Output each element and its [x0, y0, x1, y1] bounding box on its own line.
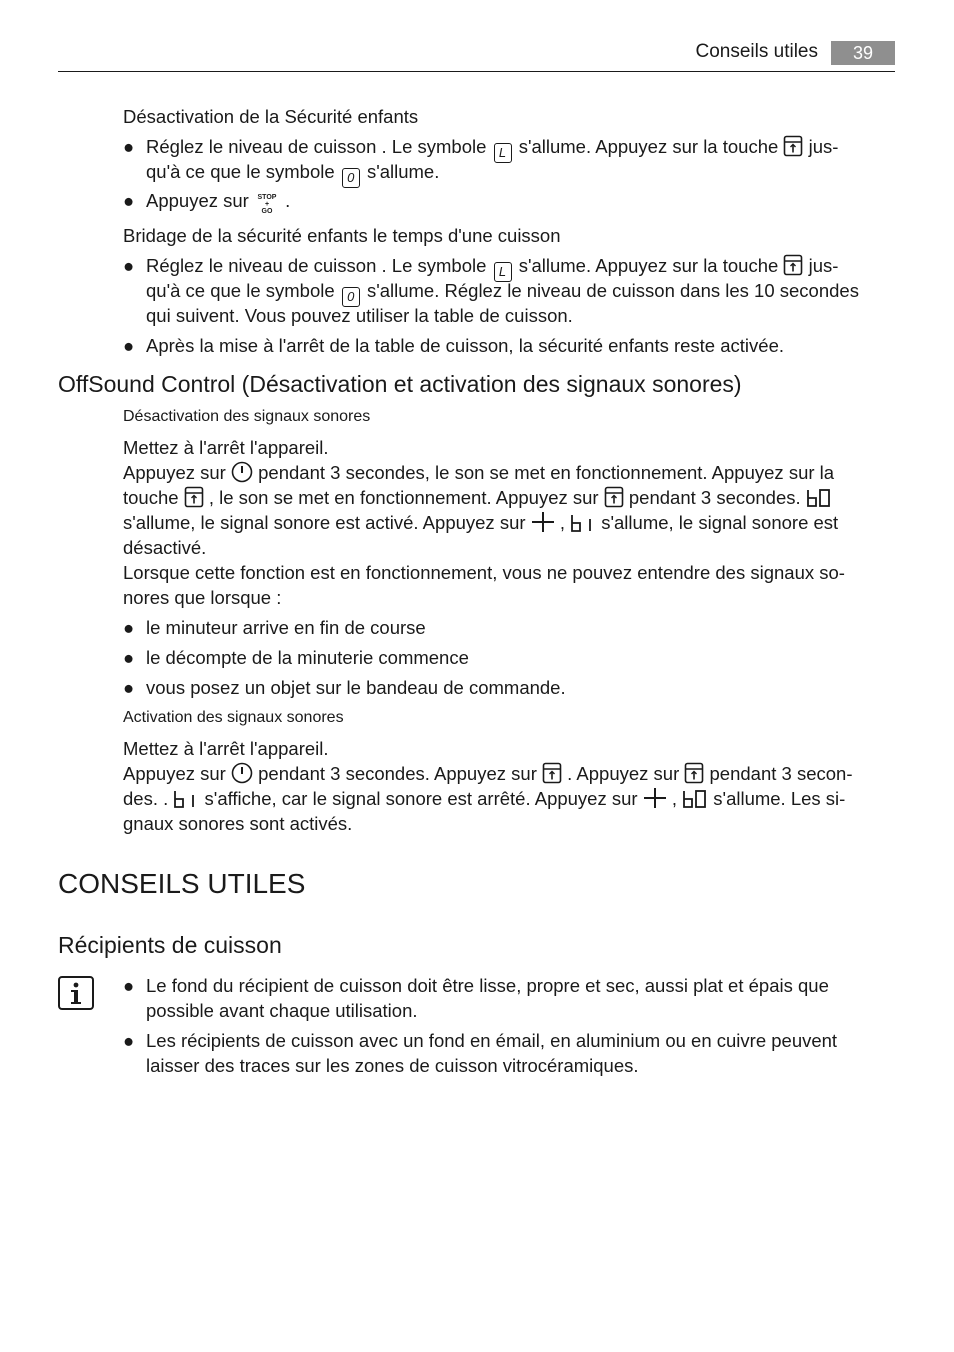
- bullet-dot: ●: [123, 255, 135, 276]
- s1-b1d: jus-: [808, 136, 839, 157]
- s1-b2b: .: [285, 190, 291, 211]
- offsound-d3: [123, 485, 832, 510]
- offsound-d4: [123, 510, 838, 535]
- s1-b1e: qu'à ce que le symbole: [146, 161, 335, 182]
- stop-go-icon: [254, 194, 280, 215]
- offsound-d1: Mettez à l'arrêt l'appareil.: [123, 437, 329, 458]
- s1-b1c: s'allume. Appuyez sur la touche: [518, 136, 779, 157]
- offsound-sub1: Désactivation des signaux sonores: [123, 408, 371, 425]
- symbol-l-icon: L: [494, 143, 512, 163]
- offsound-title: OffSound Control (Désactivation et activation des signaux sonores): [58, 371, 742, 397]
- lock-key-icon: [604, 486, 624, 508]
- a3a: des. .: [123, 788, 169, 809]
- s2-b1h: qui suivent.: [146, 305, 240, 326]
- s1-b1a: Réglez le niveau de cuisson: [146, 136, 377, 157]
- d4c: s'allume, le signal sonore est: [601, 512, 839, 533]
- conseils-title: CONSEILS UTILES: [58, 868, 306, 899]
- symbol-l-icon: L: [494, 262, 512, 282]
- segment-display-icon: [173, 789, 199, 809]
- offsound-d5: désactivé.: [123, 537, 207, 558]
- info-icon: [58, 976, 94, 1010]
- plus-label: +: [264, 201, 270, 208]
- symbol-0-icon: 0: [342, 287, 360, 307]
- go-label: GO: [261, 208, 273, 215]
- a3d: s'allume. Les si-: [713, 788, 846, 809]
- d2b: pendant 3 secondes, le son se met en fonctionnement. Appuyez sur la: [258, 462, 835, 483]
- conseils-subtitle: Récipients de cuisson: [58, 932, 282, 958]
- segment-display-icon: [806, 488, 832, 508]
- a2b: pendant 3 secondes. Appuyez sur: [258, 763, 537, 784]
- symbol-0-icon: 0: [342, 168, 360, 188]
- s1-b1f: s'allume.: [366, 161, 440, 182]
- s2-b2: Après la mise à l'arrêt de la table de cuisson, la sécurité enfants reste activée.: [146, 335, 784, 356]
- offsound-d7: nores que lorsque :: [123, 587, 282, 608]
- s1-b1b: . Le symbole: [381, 136, 487, 157]
- s1-title: Désactivation de la Sécurité enfants: [123, 106, 419, 127]
- bullet-dot: ●: [123, 136, 135, 157]
- segment-display-icon: [570, 513, 596, 533]
- lock-key-icon: [783, 254, 803, 276]
- d4a: s'allume, le signal sonore est activé. Appuyez sur: [123, 512, 526, 533]
- d3a: touche: [123, 487, 179, 508]
- d4b: ,: [559, 512, 565, 533]
- power-icon: [231, 461, 253, 483]
- offsound-a3: [123, 786, 845, 811]
- s2-title: Bridage de la sécurité enfants le temps d'une cuisson: [123, 225, 561, 246]
- offsound-a4: gnaux sonores sont activés.: [123, 813, 353, 834]
- s2-b1e: qu'à ce que le symbole: [146, 280, 335, 301]
- bullet-dot: ●: [123, 975, 135, 996]
- stop-label: STOP: [257, 194, 277, 201]
- s2-b1g: Réglez le niveau de cuisson dans les 10 secondes: [444, 280, 859, 301]
- bullet-dot: ●: [123, 677, 135, 698]
- a2a: Appuyez sur: [123, 763, 226, 784]
- d2a: Appuyez sur: [123, 462, 226, 483]
- d3b: , le son se met en fonctionnement. Appuyez sur: [208, 487, 599, 508]
- page-number: 39: [831, 41, 895, 65]
- a3b: s'affiche, car le signal sonore est arrêté. Appuyez sur: [204, 788, 638, 809]
- s1-b2a: Appuyez sur: [146, 190, 249, 211]
- a3c: ,: [671, 788, 677, 809]
- offsound-sub2: Activation des signaux sonores: [123, 709, 344, 726]
- lock-key-icon: [783, 135, 803, 157]
- s2-b1i: Vous pouvez utiliser la table de cuisson.: [244, 305, 573, 326]
- offsound-d6: Lorsque cette fonction est en fonctionnement, vous ne pouvez entendre des signaux so-: [123, 562, 845, 583]
- plus-icon: [643, 787, 667, 809]
- d3c: pendant 3 secondes.: [628, 487, 801, 508]
- a2d: pendant 3 secon-: [709, 763, 853, 784]
- s2-b1a: Réglez le niveau de cuisson: [146, 255, 377, 276]
- offsound-a2: [123, 761, 852, 786]
- s2-b1f: s'allume.: [366, 280, 440, 301]
- bullet-dot: ●: [123, 190, 135, 211]
- lock-key-icon: [184, 486, 204, 508]
- bullet-dot: ●: [123, 335, 135, 356]
- offsound-d2: [123, 460, 834, 485]
- lock-key-icon: [684, 762, 704, 784]
- s2-b1b: . Le symbole: [381, 255, 487, 276]
- segment-display-icon: [682, 789, 708, 809]
- bullet-dot: ●: [123, 617, 135, 638]
- bullet-dot: ●: [123, 647, 135, 668]
- s2-b1c: s'allume. Appuyez sur la touche: [518, 255, 779, 276]
- offsound-a1: Mettez à l'arrêt l'appareil.: [123, 738, 329, 759]
- power-icon: [231, 762, 253, 784]
- bullet-dot: ●: [123, 1030, 135, 1051]
- a2c: . Appuyez sur: [567, 763, 680, 784]
- s2-b1d: jus-: [808, 255, 839, 276]
- header-title: Conseils utiles: [695, 41, 818, 62]
- plus-icon: [531, 511, 555, 533]
- header-rule: [58, 71, 895, 72]
- lock-key-icon: [542, 762, 562, 784]
